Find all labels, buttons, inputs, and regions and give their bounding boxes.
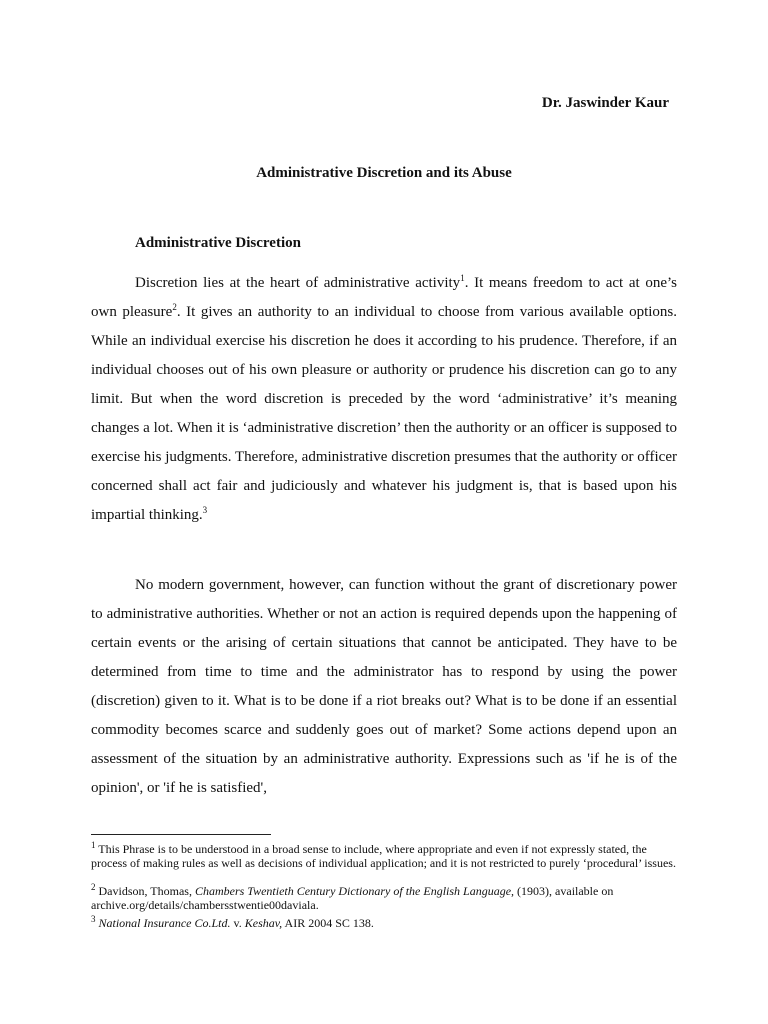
document-title: Administrative Discretion and its Abuse <box>256 165 512 181</box>
section-heading: Administrative Discretion <box>135 235 301 251</box>
footnote-2-text-a: Davidson, Thomas, <box>95 884 195 898</box>
footnote-1 <box>91 842 677 870</box>
paragraph-1 <box>91 269 677 530</box>
paragraph-1-text-b: . It means freedom to act at one’s own pleasure <box>91 275 677 320</box>
paragraph-1-text-c: . It gives an authority to an individual to choose from various available options. While an individual exercise his discretion he does it according to his prudence. Therefore, if an individual chooses out of his own pleasure or authority or prudence his discretion can go to any limit. But when the word discretion is preceded by the word ‘administrative’ it’s meaning changes a lot. When it is ‘administrative discretion’ then the authority or an officer is supposed to exercise his judgments. Therefore, administrative discretion presumes that the authority or officer concerned shall act fair and judiciously and whatever his judgment is, that is based upon his impartial thinking. <box>91 304 677 523</box>
paragraph-1-text-a: Discretion lies at the heart of administrative activity <box>135 275 461 291</box>
footnote-2-number: 2 <box>91 882 96 892</box>
footnote-1-text: This Phrase is to be understood in a broad sense to include, where appropriate and even if not expressly stated, the process of making rules as well as decisions of individual application; and it is not restricted to purely ‘procedural’ issues. <box>91 842 676 870</box>
footnote-3 <box>91 916 677 930</box>
footnote-ref-1[interactable]: 1 <box>460 273 465 283</box>
paragraph-2: No modern government, however, can function without the grant of discretionary power to administrative authorities. Whether or not an action is required depends upon the happening of certain events or the arising of certain situations that cannot be anticipated. They have to be determined from time to time and the administrator has to respond by using the power (discretion) given to it. What is to be done if a riot breaks out? What is to be done if an essential commodity becomes scarce and suddenly goes out of market? Some actions depend upon an assessment of the situation by an administrative authority. Expressions such as 'if he is of the opinion', or 'if he is satisfied', <box>91 577 677 796</box>
footnote-2 <box>91 884 677 912</box>
footnote-3-party-1: National Insurance Co.Ltd. <box>95 916 231 930</box>
footnote-3-versus: v. <box>230 916 245 930</box>
footnote-2-text-b: (1903), available on archive.org/details/chambersstwentie00daviala. <box>91 884 614 912</box>
footnote-3-party-2: Keshav, <box>244 916 283 930</box>
footnote-3-number: 3 <box>91 914 96 924</box>
footnote-1-number: 1 <box>91 840 96 850</box>
footnote-3-citation: AIR 2004 SC 138. <box>282 916 374 930</box>
footnote-separator <box>91 834 271 835</box>
author-name: Dr. Jaswinder Kaur <box>541 95 669 111</box>
footnote-2-book-title: Chambers Twentieth Century Dictionary of the English Language, <box>194 884 515 898</box>
footnote-ref-2[interactable]: 2 <box>172 302 177 312</box>
footnote-ref-3[interactable]: 3 <box>202 505 208 515</box>
